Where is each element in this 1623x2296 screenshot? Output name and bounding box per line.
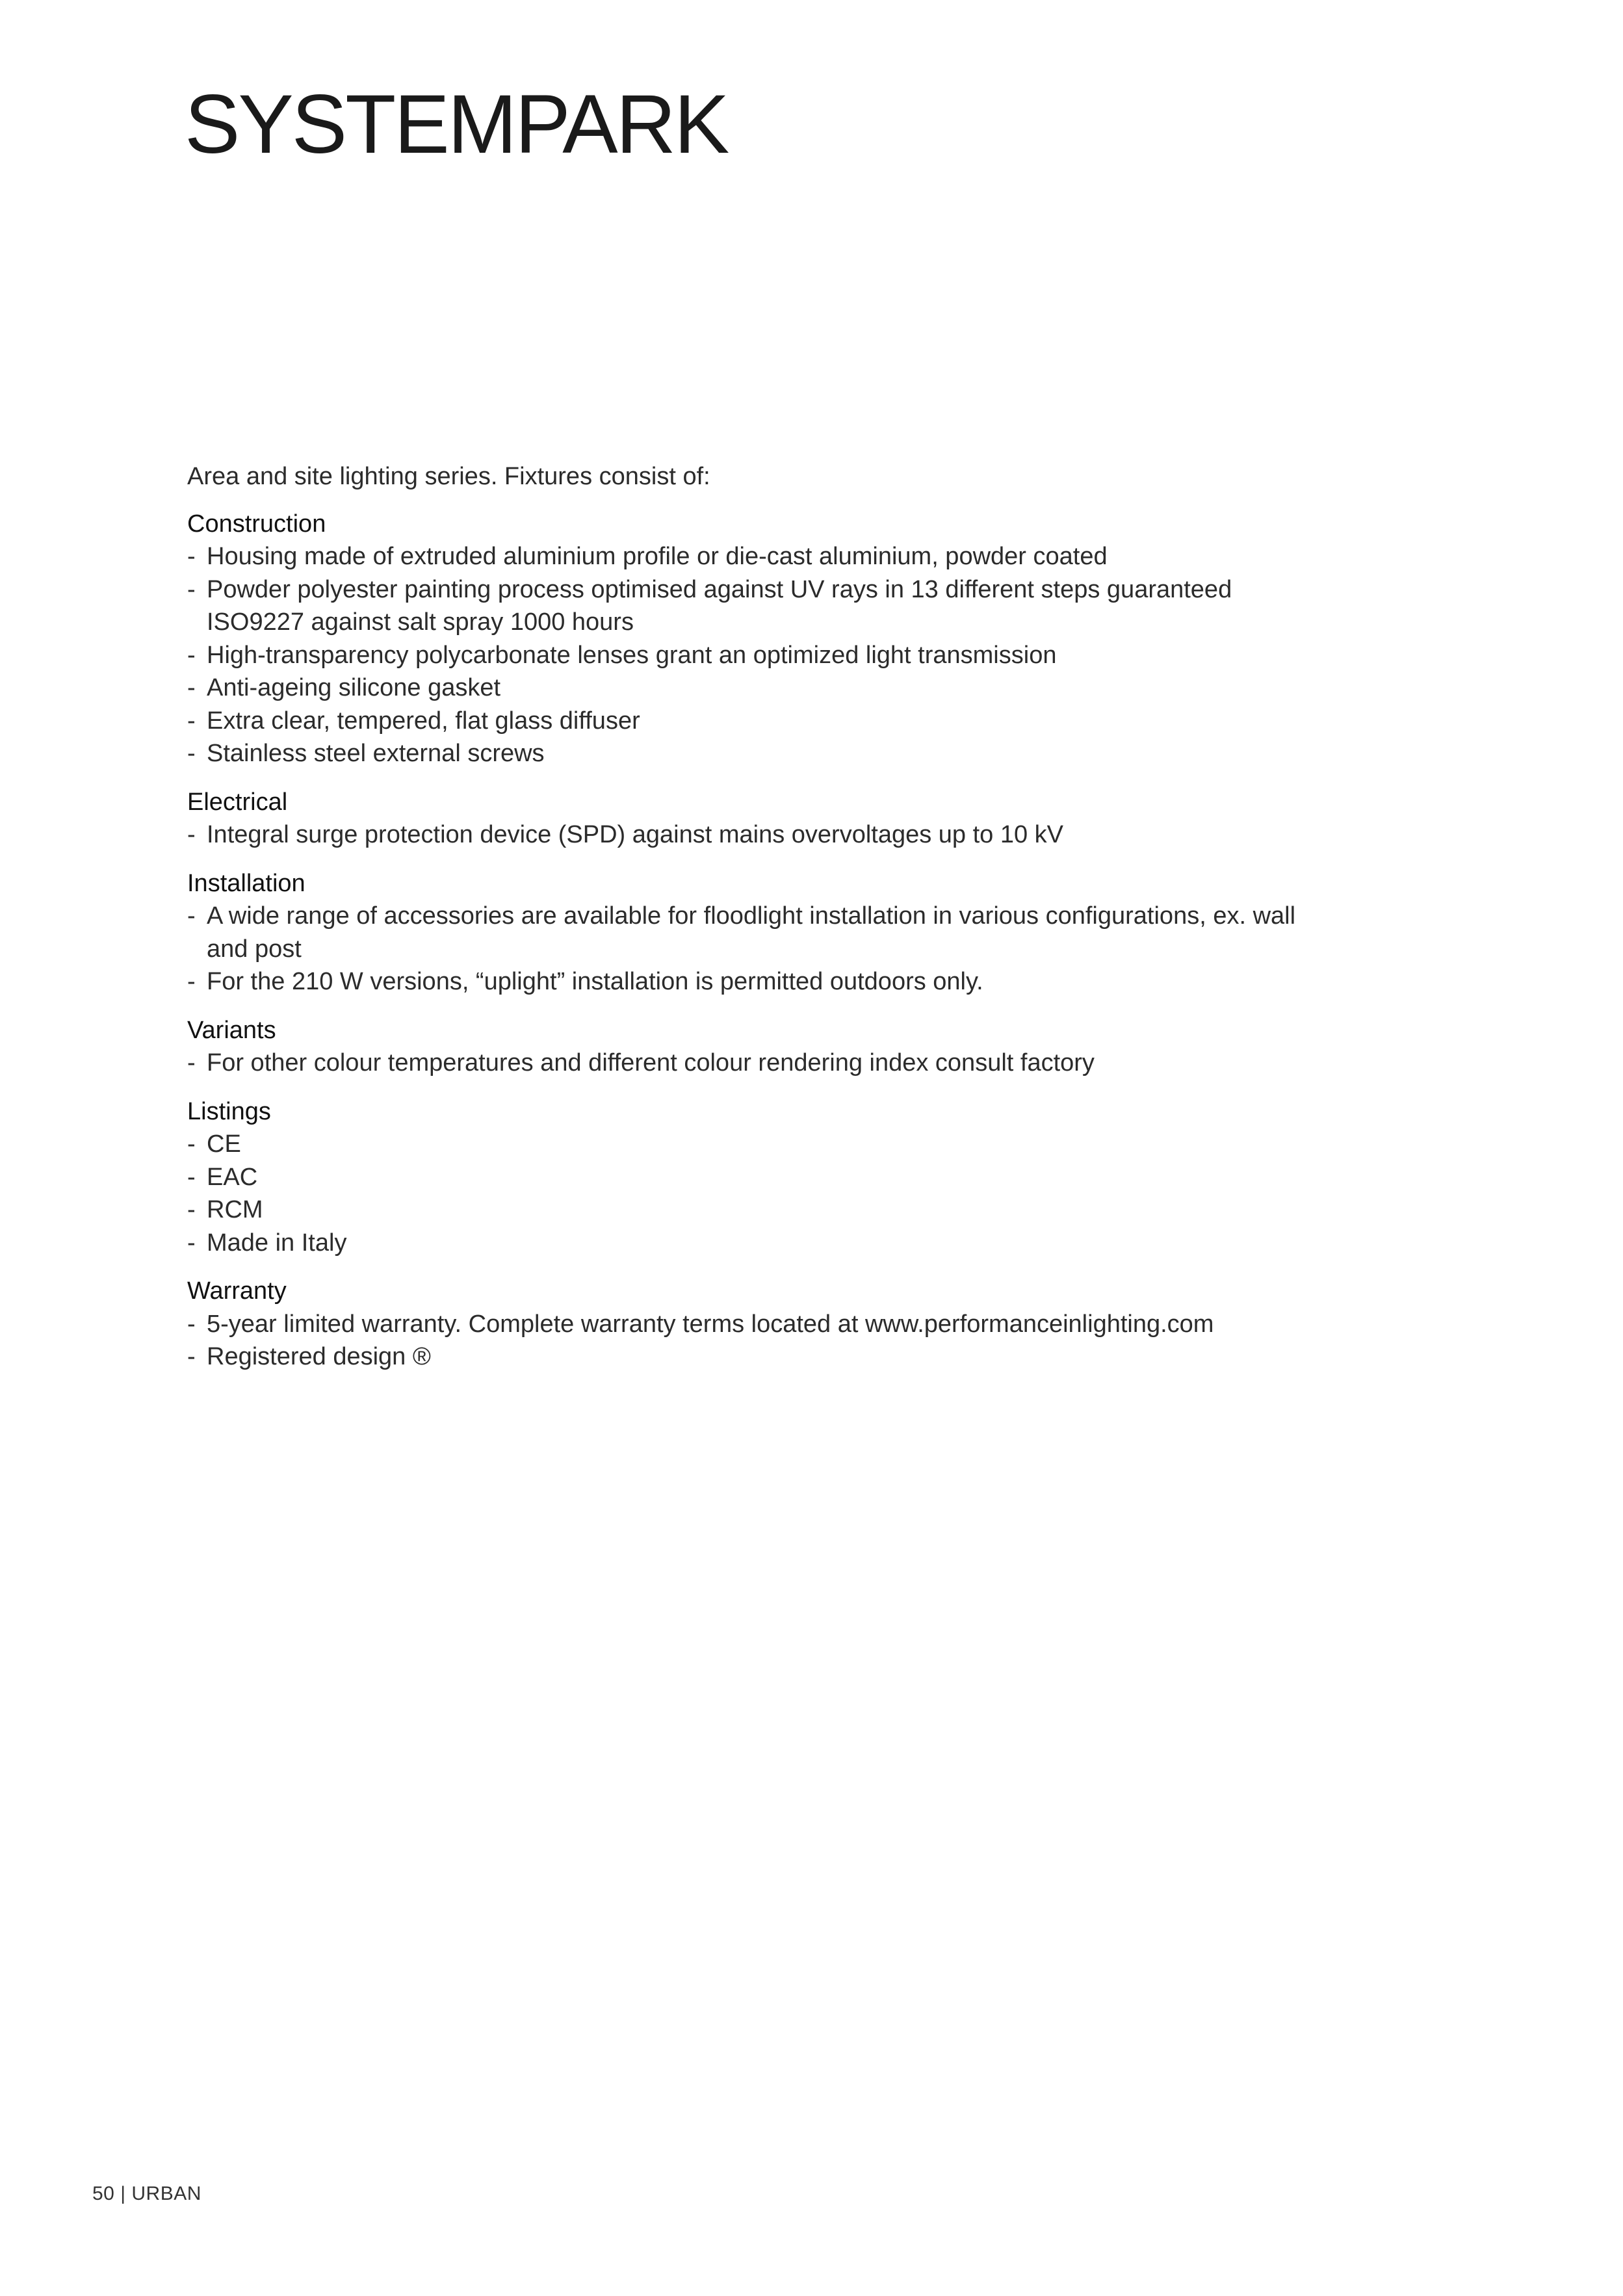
section-electrical: [187, 786, 1305, 852]
list-item-text: CE: [207, 1130, 241, 1158]
page-title: SYSTEMPARK: [185, 78, 728, 171]
feature-list: [187, 818, 1305, 852]
dash-bullet: -: [187, 821, 196, 848]
dash-bullet: -: [187, 1343, 196, 1370]
dash-bullet: -: [187, 1196, 196, 1223]
section-heading: Construction: [187, 510, 326, 538]
list-item: [187, 1194, 1305, 1227]
list-item-text: For other colour temperatures and different colour rendering index consult factory: [207, 1049, 1095, 1076]
spec-content: [187, 460, 1305, 1389]
dash-bullet: -: [187, 641, 196, 669]
list-item-text: Integral surge protection device (SPD) against mains overvoltages up to 10 kV: [207, 821, 1064, 848]
dash-bullet: -: [187, 543, 196, 570]
list-item: [187, 1161, 1305, 1194]
list-item: [187, 573, 1305, 639]
list-item-text: A wide range of accessories are available for floodlight installation in various configurations, ex. wall and post: [207, 902, 1296, 963]
section-warranty: [187, 1275, 1305, 1374]
section-heading: Listings: [187, 1097, 271, 1125]
list-item-text: Extra clear, tempered, flat glass diffuser: [207, 707, 640, 735]
list-item: [187, 705, 1305, 738]
dash-bullet: -: [187, 575, 196, 603]
page-footer: [92, 2183, 201, 2205]
list-item-text: For the 210 W versions, “uplight” installation is permitted outdoors only.: [207, 968, 983, 995]
footer-section-name: URBAN: [131, 2183, 201, 2204]
section-installation: [187, 867, 1305, 998]
dash-bullet: -: [187, 740, 196, 767]
feature-list: [187, 1047, 1305, 1080]
dash-bullet: -: [187, 1049, 196, 1076]
list-item-text: RCM: [207, 1196, 263, 1223]
dash-bullet: -: [187, 1130, 196, 1158]
list-item: [187, 1340, 1305, 1374]
feature-list: [187, 1128, 1305, 1259]
list-item: [187, 540, 1305, 573]
list-item-text: 5-year limited warranty. Complete warranty terms located at www.performanceinlighting.com: [207, 1310, 1214, 1338]
dash-bullet: -: [187, 707, 196, 735]
list-item-text: Anti-ageing silicone gasket: [207, 674, 501, 701]
list-item: [187, 1308, 1305, 1341]
dash-bullet: -: [187, 1310, 196, 1338]
list-item: [187, 1227, 1305, 1260]
section-construction: [187, 508, 1305, 770]
list-item: [187, 639, 1305, 672]
list-item: [187, 900, 1305, 965]
list-item: [187, 672, 1305, 705]
list-item: [187, 965, 1305, 998]
list-item-text: Stainless steel external screws: [207, 740, 545, 767]
section-heading: Warranty: [187, 1277, 287, 1305]
list-item-text: EAC: [207, 1163, 258, 1191]
dash-bullet: -: [187, 968, 196, 995]
feature-list: [187, 1308, 1305, 1374]
dash-bullet: -: [187, 1163, 196, 1191]
section-heading: Installation: [187, 869, 305, 897]
list-item-text: Powder polyester painting process optimised against UV rays in 13 different steps guaranteed ISO9227 against salt spray 1000 hours: [207, 575, 1232, 636]
section-heading: Electrical: [187, 788, 288, 816]
list-item-text: Housing made of extruded aluminium profile or die-cast aluminium, powder coated: [207, 543, 1108, 570]
list-item: [187, 1047, 1305, 1080]
section-heading: Variants: [187, 1016, 276, 1044]
intro-text: Area and site lighting series. Fixtures consist of:: [187, 463, 710, 490]
footer-separator: |: [120, 2183, 126, 2204]
list-item: [187, 737, 1305, 770]
section-listings: [187, 1095, 1305, 1260]
list-item: [187, 1128, 1305, 1161]
dash-bullet: -: [187, 902, 196, 930]
feature-list: [187, 540, 1305, 770]
dash-bullet: -: [187, 1229, 196, 1257]
section-variants: [187, 1014, 1305, 1080]
list-item: [187, 818, 1305, 852]
dash-bullet: -: [187, 674, 196, 701]
list-item-text: Made in Italy: [207, 1229, 347, 1257]
list-item-text: Registered design ®: [207, 1343, 431, 1370]
page-number: 50: [92, 2183, 115, 2204]
list-item-text: High-transparency polycarbonate lenses grant an optimized light transmission: [207, 641, 1057, 669]
feature-list: [187, 900, 1305, 998]
